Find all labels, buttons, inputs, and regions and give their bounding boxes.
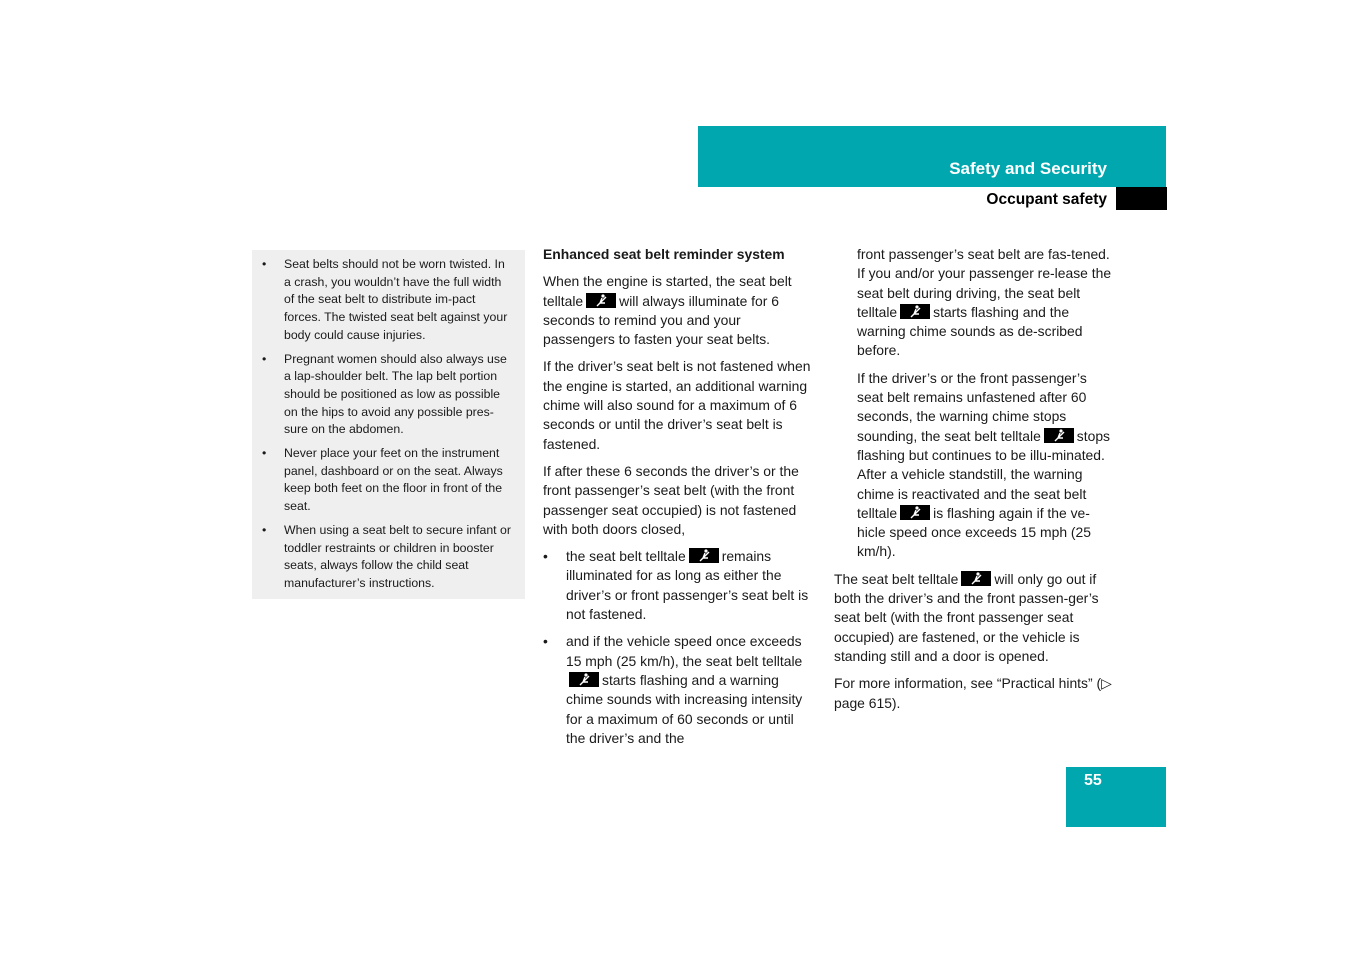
warning-text: Never place your feet on the instrument panel, dashboard or on the seat. Always keep both feet on the floor in front of the seat. <box>284 446 503 514</box>
paragraph: When the engine is started, the seat belt telltale will always illuminate for 6 seconds to remind you and your passengers to fasten your seat belts. <box>543 273 792 348</box>
list-item: • the seat belt telltale remains illuminated for as long as either the driver’s or front passenger’s seat belt is not fastened. <box>543 548 809 623</box>
seat-belt-telltale-icon <box>569 672 599 687</box>
seat-belt-telltale-icon <box>900 304 930 319</box>
seat-belt-telltale-icon <box>689 548 719 563</box>
paragraph: If after these 6 seconds the driver’s or the front passenger’s seat belt (with the front passenger seat occupied) is not fastened with both doors closed, <box>543 462 799 537</box>
subsection-marker <box>1116 187 1167 210</box>
paragraph: The seat belt telltale will only go out if both the driver’s and the front passen-ger’s seat belt (with the front passenger seat occupied) are fastened, or the vehicle is standing still and a door is opened. <box>834 570 1099 664</box>
column-right <box>834 245 1112 721</box>
paragraph: If the driver’s seat belt is not fastened when the engine is started, an additional warning chime will also sound for a maximum of 6 seconds or until the driver’s seat belt is fastened. <box>543 358 811 452</box>
seat-belt-telltale-icon <box>586 293 616 308</box>
section-title: Safety and Security <box>949 159 1107 178</box>
page-number: 55 <box>1084 772 1102 789</box>
paragraph: front passenger’s seat belt are fas-tened. If you and/or your passenger re-lease the seat belt during driving, the seat belt telltale starts flashing and the warning chime sounds as de-scribed before. <box>857 246 1112 359</box>
paragraph: After a vehicle standstill, the warning chime is reactivated and the seat belt telltale is flashing again if the ve-hicle speed once exceeds 15 mph (25 km/h). <box>857 466 1091 560</box>
warning-item: • When using a seat belt to secure infant or toddler restraints or children in booster seats, always follow the child seat manufacturer’s instructions. <box>262 522 511 590</box>
warning-item: • Seat belts should not be worn twisted. In a crash, you wouldn’t have the full width of the seat belt to distribute im-pact forces. The twisted seat belt against your body could cause injuries. <box>262 257 508 342</box>
warning-item: • Pregnant women should also always use a lap-shoulder belt. The lap belt portion should be positioned as low as possible on the hips to avoid any possible pres-sure on the abdomen. <box>262 351 507 437</box>
list-item: • and if the vehicle speed once exceeds 15 mph (25 km/h), the seat belt telltale starts flashing and a warning chime sounds with increasing intensity for a maximum of 60 seconds or until the driver’s and the <box>543 633 803 746</box>
warning-box <box>252 250 525 599</box>
paragraph: If the driver’s or the front passenger’s seat belt remains unfastened after 60 seconds, the warning chime stops sounding, the seat belt telltale stops flashing but continues to be illu-minated. <box>857 369 1110 463</box>
section-heading: Enhanced seat belt reminder system <box>543 246 785 262</box>
seat-belt-telltale-icon <box>961 571 991 586</box>
warning-text: Seat belts should not be worn twisted. In a crash, you wouldn’t have the full width of the seat belt to distribute im-pact forces. The twisted seat belt against your body could cause injuries. <box>284 257 508 342</box>
page-number-box <box>1066 767 1166 827</box>
column-main <box>543 245 816 756</box>
seat-belt-telltale-icon <box>900 505 930 520</box>
warning-item: • Never place your feet on the instrument panel, dashboard or on the seat. Always keep both feet on the floor in front of the seat. <box>262 446 503 514</box>
seat-belt-telltale-icon <box>1044 428 1074 443</box>
subsection-title: Occupant safety <box>986 191 1107 208</box>
cross-reference: For more information, see “Practical hints” (▷ page 615). <box>834 675 1112 711</box>
warning-text: Pregnant women should also always use a lap-shoulder belt. The lap belt portion should be positioned as low as possible on the hips to avoid any possible pres-sure on the abdomen. <box>284 351 507 437</box>
warning-text: When using a seat belt to secure infant or toddler restraints or children in booster seats, always follow the child seat manufacturer’s instructions. <box>284 522 511 590</box>
